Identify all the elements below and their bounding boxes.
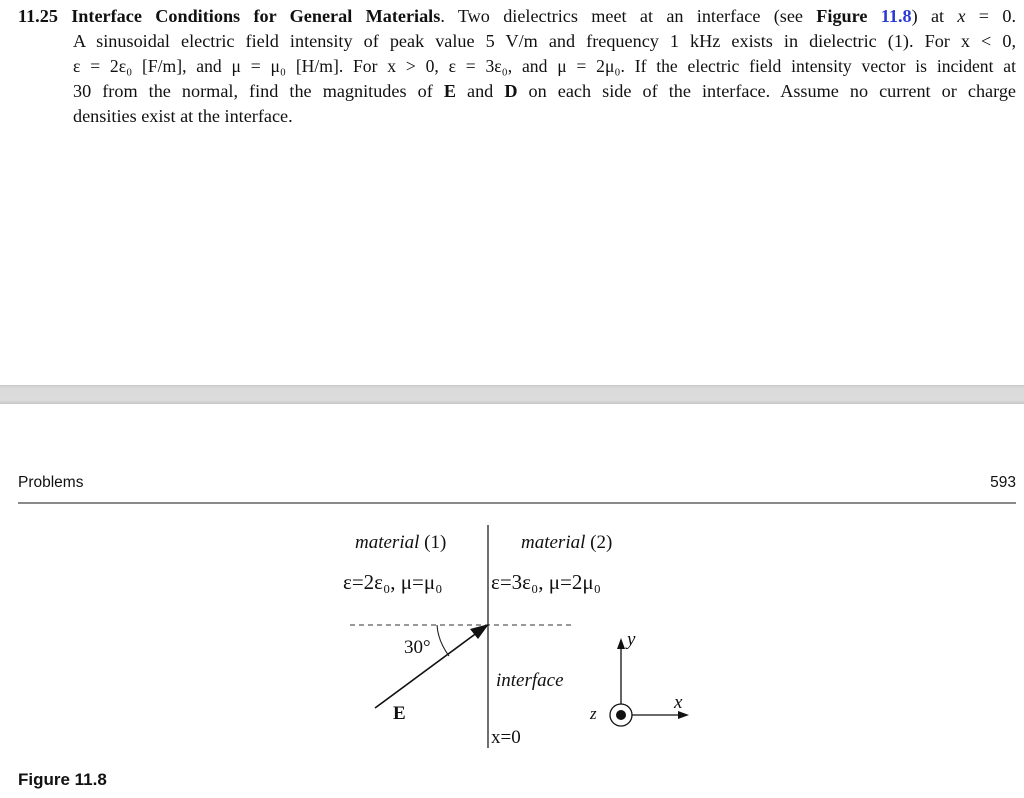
material-2-label: material (2) (521, 532, 613, 553)
problem-text: and (455, 81, 505, 101)
header-rule (18, 502, 1016, 504)
problem-text: = 0. (965, 6, 1017, 26)
material-2-properties: ε=3ε₀, μ=2μ₀ (491, 570, 601, 594)
angle-arc (437, 625, 449, 656)
figure-diagram (0, 505, 1024, 755)
math-var: x (957, 6, 966, 26)
problem-text: 30 from the normal, find the magnitudes of (73, 81, 444, 101)
running-head-title: Problems (18, 474, 84, 491)
problem-number: 11.25 (18, 6, 58, 26)
vector-E: E (443, 81, 456, 101)
problem-line-2: A sinusoidal electric field intensity of peak value 5 V/m and frequency 1 kHz exists in dielectric (1). For x < 0, (73, 31, 1016, 51)
y-axis-arrowhead (617, 638, 625, 649)
y-axis-label: y (627, 629, 636, 650)
vector-D: D (504, 81, 518, 101)
figure-link[interactable]: 11.8 (880, 6, 912, 26)
material-1-label: material (1) (355, 532, 447, 553)
problem-text: . Two dielectrics meet at an interface (see (440, 6, 817, 26)
material-1-properties: ε=2ε₀, μ=μ₀ (343, 570, 443, 594)
angle-label: 30° (404, 637, 431, 658)
problem-line-1 (18, 4, 1016, 29)
z-axis-label: z (590, 704, 597, 723)
page-separator (0, 385, 1024, 404)
page-number: 593 (990, 474, 1016, 491)
problem-text: on each side of the interface. Assume no current or charge (517, 81, 1017, 101)
problem-line-3: ε = 2ε₀ [F/m], and μ = μ₀ [H/m]. For x > 0, ε = 3ε₀, and μ = 2μ₀. If the electric field intensity vector is incident at (73, 56, 1016, 76)
figure-11-8 (0, 505, 1024, 755)
problem-text: ) at (911, 6, 958, 26)
problem-line-4 (73, 79, 1016, 104)
vector-e-label: E (393, 703, 406, 724)
problem-title: Interface Conditions for General Materials (71, 6, 441, 26)
x-zero-label: x=0 (491, 727, 521, 748)
problem-line-5: densities exist at the interface. (73, 106, 293, 126)
z-axis-dot (616, 710, 626, 720)
figure-ref-word: Figure (816, 6, 868, 26)
interface-label: interface (496, 670, 564, 691)
x-axis-label: x (674, 692, 683, 713)
figure-caption: Figure 11.8 (18, 770, 107, 789)
